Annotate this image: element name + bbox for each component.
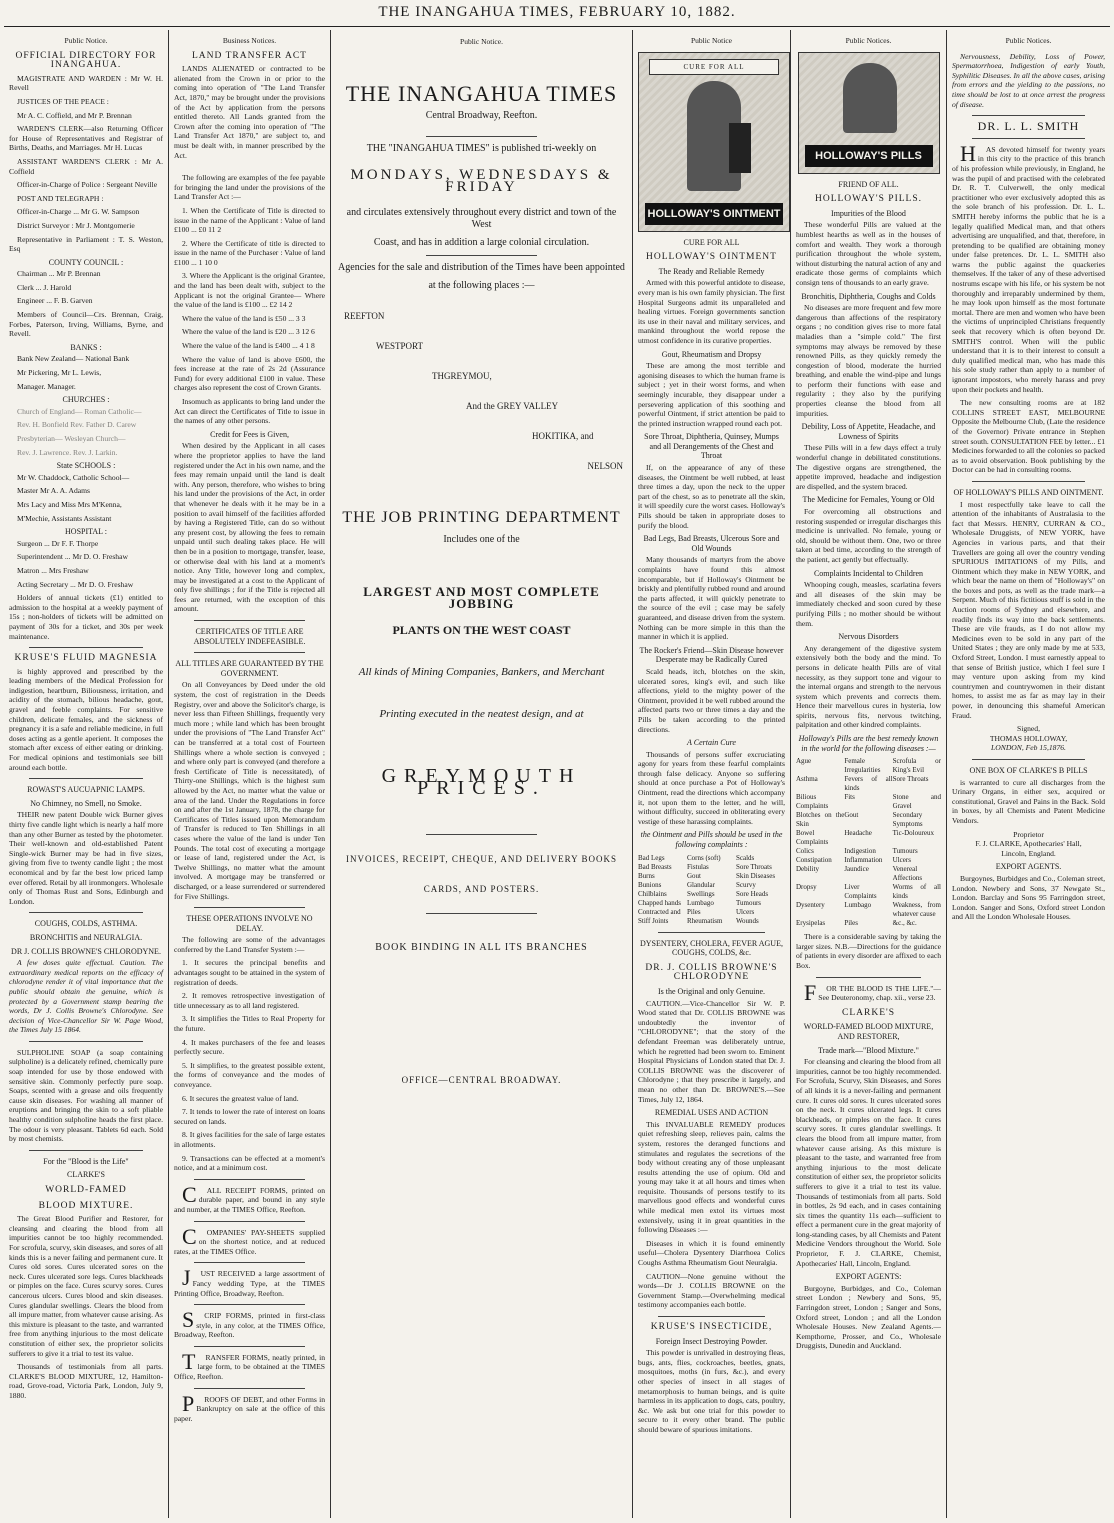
debility-body: These Pills will in a few days effect a truly wonderful change in debilitated constitutions. The digestive organs are strengthened, the appetite improved, headache and indigestion are dispelled, and the system braced. — [796, 443, 941, 491]
churches-line: Rev. H. Bonfield Rev. Father D. Carew — [17, 420, 137, 430]
collis-title: DR J. COLLIS BROWNE'S CHLORODYNE. — [11, 946, 161, 956]
schools-line: Mr W. Chaddock, Catholic School— — [17, 472, 130, 482]
place: WESTPORT — [376, 341, 423, 351]
complaint: Bad Breasts — [638, 862, 672, 871]
advantage-item: 4. It makes purchasers of the fee and leases perfectly secure. — [174, 1037, 325, 1057]
examples-intro: The following are examples of the fee payable for bringing the land under the provisions of the Land Transfer Act :— — [174, 173, 325, 202]
children-body: Whooping cough, measles, scarlatina fevers and all diseases of the skin may be immediately checked and soon cured by these purifying Pills ; no mother should be without them. — [796, 580, 941, 628]
place: HOKITIKA, and — [532, 431, 594, 441]
fee-line: Where the value of the land is £400 ... 4 1 8 — [182, 341, 315, 351]
rowast-body: THEIR new patent Double wick Burner gives thirty five candle light which is nearly a half more than any other Burner as tested by the photometer. Their well-known and old-established Patent Single-wick Burner may be had in five sizes, giving from five to twenty candle light ; the most economical and by far the best low priced lamp ever offered. Retail by all ironmongers. Wholesale only of Thomas Rust and Sons, Edinburgh and London. — [9, 810, 163, 906]
separator — [194, 1179, 305, 1180]
directory-line: Representative in Parliament : T. S. Weston, Esq — [9, 234, 163, 254]
column-header: Public Notice. — [64, 36, 108, 45]
churches-line: Rev. J. Lawrence. Rev. J. Larkin. — [17, 447, 118, 457]
complaint: Inflammation — [844, 856, 883, 865]
certain-cure-body: Thousands of persons suffer excruciating agony for years from these fearful complaints through false delicacy. Anyone so suffering should at once purchase a Pot of Holloway's Ointment, read the directions which accompany it, not upon them to the letter, and he will, without difficulty, succeed in obliterating every vestige of these harassing complaints. — [638, 749, 785, 826]
advantage-item: 1. It secures the principal benefits and advantages sought to be attained in the system of registration of deeds. — [174, 958, 325, 987]
separator — [194, 1346, 305, 1347]
export-agents-body: Burgoynes, Burbidges and Co., Coleman street, London. Newbery and Sons, 37 Newgate St., London. Barclay and Sons 95 Farringdon street, London. Sanger and Sons, Oxford street London and All the London Wholesale Houses. — [952, 873, 1105, 922]
complaint: Bad Legs — [638, 853, 665, 862]
schools-title: State SCHOOLS : — [56, 461, 116, 471]
complaint: Rheumatism — [687, 916, 723, 925]
small-ad: COMPANIES' PAY-SHEETS supplied on the shortest notice, and at reduced rates, at the TIMES Office. — [174, 1223, 325, 1256]
ointment-title: HOLLOWAY'S OINTMENT — [646, 252, 777, 263]
directory-line: Mr A. C. Coffield, and Mr P. Brennan — [17, 110, 132, 120]
sore-throat-body: If, on the appearance of any of these diseases, the Ointment be well rubbed, at least three times a day, upon the neck to the upper part of the chest, so as to penetrate all the skin, it will speedily cure the worst cases. Holloway's Pills should be taken in appropriate doses to purify the blood. — [638, 463, 785, 530]
complaint: Scurvy — [736, 880, 756, 889]
collis-body: A few doses quite effectual. Caution. The extraordinary medical reports on the efficacy of chlorodyne render it of vital importance that the public should obtain the genuine, which is protected by a Government stamp bearing the words, Dr J. Collis Browne's Chlorodyne. See decision of Vice-Chancellor Sir W. Page Wood, the Times July 15 1864. — [9, 958, 163, 1035]
county-line: Engineer ... F. B. Garven — [17, 296, 93, 306]
pills-title: HOLLOWAY'S PILLS. — [814, 194, 923, 205]
world-famed-title: WORLD-FAMED BLOOD MIXTURE, AND RESTORER, — [803, 1022, 934, 1041]
places-intro: at the following places :— — [428, 280, 535, 291]
churches-line: Church of England— Roman Catholic— — [17, 406, 142, 416]
proprietor-name: F. J. CLARKE, Apothecaries' Hall, — [975, 839, 1082, 849]
insecticide-title: KRUSE'S INSECTICIDE, — [650, 1322, 773, 1332]
complaint: Swellings — [687, 889, 715, 898]
greymouth-prices: GREYMOUTH PRICES. — [381, 765, 582, 799]
fee-line: Where the value of the land is £20 ... 3 12 6 — [182, 327, 315, 337]
ointment-sub: The Ready and Reliable Remedy — [658, 266, 765, 276]
directory-line: Officer-in-Charge ... Mr G. W. Sampson — [17, 207, 140, 217]
insecticide-body: This powder is unrivalled in destroying fleas, bugs, ants, flies, cockroaches, beetles, gnats, mosquitoes, moths (in furs, &c.), and every other species of insect in all stages of metamorphosis to human beings, and is quite harmless in its application to dogs, cats, poultry, &c. We ask but one trial for this powder to secure to it every other brand. The public should beware of spurious imitations. — [638, 1348, 785, 1434]
remedial-title: REMEDIAL USES AND ACTION — [654, 1108, 769, 1118]
place: THGREYMOU, — [432, 371, 492, 381]
complaint: &c., &c. — [892, 919, 917, 928]
complaint: Indigestion — [844, 847, 876, 856]
holloway-caution-title: OF HOLLOWAY'S PILLS AND OINTMENT. — [953, 487, 1104, 497]
invaluable-body: This INVALUABLE REMEDY produces quiet refreshing sleep, relieves pain, calms the system, restores the deranged functions and stimulates and regulates the secretions of the body without creating any of those unpleasant results attending the use of opium. Old and young may take it at all hours and times when requisite. Thousands of persons testify to its marvellous good effects and wonderful cures while medical men extol its virtues most extensively, using it in great quantities in the following Diseases :— — [638, 1119, 785, 1235]
dysentery-title: DYSENTERY, CHOLERA, FEVER AGUE, COUGHS, COLDS, &c. — [640, 938, 783, 958]
complaint: Lumbago — [687, 898, 714, 907]
complaint: Colics — [796, 847, 814, 856]
all-titles-title: ALL TITLES ARE GUARANTEED BY THE GOVERNMENT. — [175, 659, 324, 678]
column-3-advertisement — [331, 36, 632, 1516]
considerable-note: There is a considerable saving by taking the larger sizes. N.B.—Directions for the guidance of patients in every disorder are affixed to each Box. — [796, 932, 941, 971]
complaint: Sore Heads — [736, 889, 769, 898]
complaint: Chapped hands — [638, 898, 681, 907]
smith-address: The new consulting rooms are at 182 COLLINS STREET EAST, MELBOURNE Opposite the Melbourne Club, (Late the residence of the Governor) Private entrance in Stephen street south. CONSULTATION FEE by letter... £1 Medicines forwarded to all the colonies so packed as to avoid observation. Book publishing by the Doctor can be had in consulting rooms. — [952, 398, 1105, 475]
one-box-body: is warranted to cure all discharges from the Urinary Organs, in either sex, acquired or constitutional, Gravel and Pains in the Back. Sold in boxes, by all Chemists and Patent Medicine Vendors. — [952, 777, 1105, 825]
kruse-body: is highly approved and prescribed by the leading members of the Medical Profession for indigestion, heartburn, Biliousness, irritation, and acidity of the stomach, bilious headache, gout, gravel and feeble complaints. For sensitive children, delicate females, and the sickness of pregnancy it is a safe and reliable medicine, in full doses acting as a gentle aperient. It composes the stomach after excess of either eating or drinking. For medical opinions and testimonials see bill around each bottle. — [9, 666, 163, 772]
complaint: Constipation — [796, 856, 832, 865]
advantage-item: 2. It removes retrospective investigation of title unnecessary as to all land registered. — [174, 991, 325, 1010]
ointment-jar-icon — [729, 123, 751, 173]
complaint: Worms of all kinds — [892, 883, 941, 901]
separator — [29, 1150, 143, 1151]
largest-line: LARGEST AND MOST COMPLETE JOBBING — [363, 584, 600, 611]
small-ad: CALL RECEIPT FORMS, printed on durable paper, and bound in any style and number, at the TIMES Office, Reefton. — [174, 1181, 325, 1214]
complaint: Gout — [687, 871, 701, 880]
advantage-item: 6. It secures the greatest value of land. — [182, 1093, 299, 1103]
complaint: Asthma — [796, 775, 818, 784]
hospital-line: Acting Secretary ... Mr D. O. Freshaw — [17, 579, 134, 589]
column-header: Public Notice. — [460, 37, 503, 46]
complaint: Stiff Joints — [638, 916, 669, 925]
sore-throat-title: Sore Throat, Diphtheria, Quinsey, Mumps and all Derangements of the Chest and Throat — [644, 432, 779, 461]
complaint: Ulcers — [892, 856, 911, 865]
complaint: Tumours — [892, 847, 918, 856]
office-line: OFFICE—CENTRAL BROADWAY. — [401, 1075, 562, 1085]
schools-line: Mrs Lacy and Miss Mrs M'Kenna, — [17, 499, 122, 509]
bronchitis-title: Bronchitis, Diphtheria, Coughs and Colds — [801, 291, 936, 301]
published-line: THE "INANGAHUA TIMES" is published tri-weekly on — [366, 143, 597, 154]
separator — [194, 907, 305, 908]
separator — [29, 912, 143, 913]
holloway-ointment-illustration — [638, 52, 790, 232]
complaint: Scalds — [736, 853, 755, 862]
scalds-body: Scald heads, itch, blotches on the skin, ulcerated sores, king's evil, and such like affections, yield to the mighty power of the Ointment, provided it be well rubbed around the affected parts two or three times a day and the Pills be taken according to the printed directions. — [638, 666, 785, 734]
complaint: Skin Diseases — [736, 871, 776, 880]
signed-line: Signed, — [1017, 724, 1040, 734]
children-title: Complaints Incidental to Children — [813, 568, 924, 578]
column-header: Public Notices. — [845, 36, 892, 45]
complaint: Female Irregularities — [844, 757, 881, 775]
hospital-line: Surgeon ... Dr F. F. Thorpe — [17, 538, 99, 548]
column-4 — [633, 36, 790, 1516]
figure-icon — [843, 63, 897, 133]
clarkes-title: CLARKE'S — [842, 1007, 895, 1018]
binding-line: BOOK BINDING IN ALL ITS BRANCHES — [375, 942, 588, 953]
separator — [658, 932, 765, 933]
column-header: Public Notices. — [1005, 36, 1052, 45]
proprietor-location: Lincoln, England. — [1001, 848, 1056, 858]
fee-line: Where the value of the land is £50 ... 3 3 — [182, 313, 306, 323]
complaint: Fevers of all kinds — [844, 775, 893, 793]
complaint: Weakness, from whatever cause — [892, 901, 941, 919]
schools-line: M'Mechie, Assistants Assistant — [17, 513, 112, 523]
complaint: Dropsy — [796, 883, 817, 892]
separator — [29, 778, 143, 779]
certificates-title: CERTIFICATES OF TITLE ARE ABSOLUTELY INDEFEASIBLE. — [193, 627, 306, 646]
separator — [426, 834, 537, 835]
separator — [972, 115, 1085, 116]
kruse-title: KRUSE'S FLUID MAGNESIA — [14, 653, 158, 664]
small-ad: PROOFS OF DEBT, and other Forms in Bankruptcy on sale at the office of this paper. — [174, 1390, 325, 1423]
debility-title: Debility, Loss of Appetite, Headache, and Lowness of Spirits — [801, 422, 936, 441]
credit-body: When desired by the Applicant in all cases where the proprietor applies to have the land registered under the Act in his own name, and the fees may remain unpaid until the land is dealt with. Any person, therefore, who wishes to bring his land under the provisions of the Act, in order that whenever he deals with it he may be in a position to avail himself of the facilities afforded by having a Registered Title, can do so without any present cost, by allowing the fees to remain unpaid until such dealing takes place. He will then be in a position to mortgage, transfer, lease, or otherwise deal with his land at a moment's notice. Any Title, however long and complex, may be investigated at a cost to the Applicant of only five shillings ; for if the Title is rejected all fees are returned, with the exception of this amount. — [174, 441, 325, 614]
complaint: Tic-Doloureux — [892, 829, 935, 838]
printing-line: Printing executed in the neatest design, and at — [379, 708, 584, 720]
separator — [972, 481, 1085, 482]
complaint: Corns (soft) — [687, 853, 721, 862]
column-header: Business Notices. — [222, 36, 277, 45]
illustration-caption: CURE FOR ALL — [683, 237, 740, 247]
complaint: Bilious Complaints — [796, 793, 829, 811]
county-title: COUNTY COUNCIL : — [48, 257, 124, 267]
illustration-caption: FRIEND OF ALL. — [838, 179, 899, 189]
proprietor-label: Proprietor — [1013, 829, 1044, 839]
circulation-line: Coast, and has in addition a large colonial circulation. — [373, 237, 590, 248]
fee-line: 3. Where the Applicant is the original Grantee, and the land has been dealt with, subject to the Applicant is not the original Grantee— Where the value of the land is £100 ... £2 14 2 — [174, 271, 325, 310]
pills-complaints-table — [796, 757, 941, 928]
churches-line: Presbyterian— Wesleyan Church— — [17, 434, 126, 443]
separator — [658, 1316, 765, 1317]
females-title: The Medicine for Females, Young or Old — [802, 495, 935, 505]
collis-title: DR. J. COLLIS BROWNE'S CHLORODYNE — [645, 962, 778, 983]
includes-line: Includes one of the — [443, 534, 520, 545]
place: NELSON — [587, 461, 623, 471]
complaint: Erysipelas — [796, 919, 826, 928]
females-body: For overcoming all obstructions and restoring suspended or irregular discharges this medicine is unrivalled. No female, young or old, should be without them. One, two or three taken at bed time, according to the strength of the patient, act gently but effectually. — [796, 507, 941, 564]
directory-line: District Surveyor : Mr J. Montgomerie — [17, 220, 135, 230]
insecticide-sub: Foreign Insect Destroying Powder. — [655, 1336, 768, 1346]
directory-line: ASSISTANT WARDEN'S CLERK : Mr A. Coffield — [9, 156, 163, 176]
ointment-body: Armed with this powerful antidote to disease, every man is his own family physician. The first Hospital Surgeons admit its unparalleled and healing virtues. Foreign governments sanction its use in their naval and military services, and mankind throughout the world repose the utmost confidence in its curative properties. — [638, 278, 785, 345]
paper-address: Central Broadway, Reefton. — [425, 110, 538, 121]
one-box-title: ONE BOX OF CLARKE'S B PILLS — [969, 765, 1088, 775]
insurance-note: Insomuch as applicants to bring land under the Act can direct the Certificates of Title to issue in the names of any other persons. — [174, 397, 325, 426]
circulation-line: and circulates extensively throughout every district and town of the West — [346, 207, 617, 230]
directory-lines — [9, 74, 163, 254]
column-5 — [791, 36, 946, 1516]
bad-legs-body: Many thousands of martyrs from the above complaints have found this almost incomparable, but if Holloway's Ointment be briskly and plentifully rubbed round and around the parts affected, it will quickly penetrate to the source of the evil ; case may be safely guaranteed, and disease driven from the system. Nothing can be more simple in this than the manner in which it is applied. — [638, 555, 785, 642]
rowast-title: ROWAST'S AUCUAPNIC LAMPS. — [27, 785, 145, 795]
separator — [972, 138, 1085, 139]
complaint: Chilblains — [638, 889, 667, 898]
complaint: Sore Throats — [736, 862, 772, 871]
column-6 — [947, 36, 1110, 1516]
advantage-item: 8. It gives facilities for the sale of large estates in allotments. — [174, 1130, 325, 1149]
county-line: Members of Council—Crs. Brennan, Craig, Forbes, Paterson, Irving, Williams, Byrne, and Revell. — [9, 310, 163, 339]
smith-title: DR. L. L. SMITH — [977, 119, 1080, 134]
complaint: Scrofula or King's Evil — [892, 757, 941, 775]
complaint: Piles — [687, 907, 701, 916]
hospital-line: Matron ... Mrs Freshaw — [17, 565, 89, 575]
gout-title: Gout, Rheumatism and Dropsy — [661, 349, 762, 359]
credit-title: Credit for Fees is Given, — [210, 429, 289, 439]
advantage-item: 5. It simplifies, to the greatest possible extent, the forms of conveyance and the modes of conveyance. — [174, 1060, 325, 1089]
advantage-item: 9. Transactions can be effected at a moment's notice, and at a minimum cost. — [174, 1153, 325, 1173]
complaint: Piles — [844, 919, 858, 928]
complaint: Ague — [796, 757, 812, 766]
directory-line: WARDEN'S CLERK—also Returning Officer for House of Representatives and Registrar of Births, Deaths, and Marriages. Mr H. Lucas — [9, 124, 163, 153]
separator — [194, 1388, 305, 1389]
separator — [194, 620, 305, 621]
blood-intro: For the "Blood is the Life" — [43, 1156, 129, 1166]
invoices-line: INVOICES, RECEIPT, CHEQUE, AND DELIVERY BOOKS — [346, 854, 617, 864]
ointment-complaints-table — [638, 854, 785, 926]
impurities-title: Impurities of the Blood — [831, 208, 906, 218]
caution2-body: CAUTION—None genuine without the words—Dr J. COLLIS BROWNE on the Government Stamp.—Overwhelming medical testimony accompanies each bottle. — [638, 1271, 785, 1310]
complaint: Burns — [638, 871, 655, 880]
hospital-line: Holders of annual tickets (£1) entitled to admission to the hospital at a weekly payment of 15s ; non-holders of tickets will be admitted on payment of 30s for a ticket, and 30s per week maintenance. — [9, 593, 163, 641]
complaint: Contracted and — [638, 907, 681, 916]
holloway-pills-illustration — [798, 52, 940, 174]
churches-title: CHURCHES : — [62, 395, 110, 405]
complaint: Jaundice — [844, 865, 869, 874]
complaint: Fits — [844, 793, 855, 802]
small-ad: TRANSFER FORMS, neatly printed, in large form, to be obtained at the TIMES Office, Reefton. — [174, 1348, 325, 1382]
separator — [972, 759, 1085, 760]
complaint: Tumours — [736, 898, 762, 907]
masthead-rule — [4, 26, 1110, 27]
complaint: Lumbago — [844, 901, 872, 910]
hospital-title: HOSPITAL : — [65, 527, 107, 537]
collis-sub: Is the Original and only Genuine. — [657, 987, 766, 996]
directory-line: MAGISTRATE AND WARDEN : Mr W. H. Revell — [9, 73, 163, 93]
blood-body: The Great Blood Purifier and Restorer, for cleansing and clearing the blood from all impurities cannot be too highly recommended. For scrofula, scurvy, skin diseases, and sores of all kinds this is a never failing and permanent cure. It Cures old sores. Cures ulcerated sores on the neck. Cures ulcerated sore legs. Cures blackheads or pimples on the face. Cures scurvy sores. Cures cancerous ulcers. Cures blood and skin diseases. Cures glandular swellings. Clears the blood from all impure matter, from whatever cause arising. As this mixture is pleasant to the taste, and warranted free from anything injurious to the most delicate constitution of either sex, the proprietor solicits sufferers to give it a trial to test its value. — [9, 1214, 163, 1358]
trade-mark: Trade mark—"Blood Mixture." — [818, 1045, 919, 1055]
export-list: Burgoyne, Burbidges, and Co., Coleman street London ; Newbery and Sons, 95, Farringdon street, London ; Sanger and Sons, Oxford street, London ; and all the London Wholesale Houses. New Zealand Agents.— Kempthorne, Prosser, and Co., Wholesale Druggists, Dunedin and Auckland. — [796, 1283, 941, 1351]
separator — [29, 1041, 143, 1042]
complaint: Sore Throats — [892, 775, 929, 784]
complaint: Glandular — [687, 880, 715, 889]
nervous-body: Any derangement of the digestive system extensively both the body and the mind. To persons in delicate health Pills are of vital necessity, as they support tone and vigour to the internal organs and strength to the nervous system which prevents and corrects them. Hence their marvellous cures in hysteria, low spirits, nervous fits, nervous twitching, palpitation and other kindred complaints. — [796, 643, 941, 730]
separator — [816, 977, 921, 978]
diseases-body: Diseases in which it is found eminently useful—Cholera Dysentery Diarrhoea Colics Coughs Asthma Rheumatism Gout Neuralgia. — [638, 1238, 785, 1268]
gout-body: These are among the most terrible and agonising diseases to which the human frame is subject ; yet in their worst forms, and when seemingly incurable, they disappear under a persevering application of this soothing and powerful Ointment, if strict attention be paid to the printed instruction wrapped round each pot. — [638, 361, 785, 428]
directory-line: JUSTICES OF THE PEACE : — [17, 96, 109, 106]
complaint: Bowel Complaints — [796, 829, 829, 847]
land-intro: LANDS ALIENATED or contracted to be alienated from the Crown in or prior to the coming into operation of "The Land Transfer Act, 1870," may be brought under the provisions of the Act by application from the persons entitled thereto. All Lands granted from the Crown after the coming into operation of "The Land Transfer Act 1870," are subject to, and must be dealt with, in manner prescribed by the Act. — [174, 64, 325, 160]
friend-title: The Rocker's Friend—Skin Disease however Desperate may be Radically Cured — [639, 645, 784, 665]
place: REEFTON — [344, 311, 385, 321]
blood-mixture-title: BLOOD MIXTURE. — [38, 1200, 134, 1211]
complaint: Venereal Affections — [892, 865, 923, 883]
clarkes-title: CLARKE'S — [67, 1170, 105, 1180]
separator — [426, 913, 537, 914]
complaint: Blotches on the Skin — [796, 811, 845, 829]
smith-body: HAS devoted himself for twenty years in this city to the practice of this branch of his profession while previously, in England, he was the pupil of and practised with the celebrated Dr. R. T. Culverwell, the only medical practitioner who ever exclusively adopted this as the sole branch of his profession. Dr. L. L. SMITH hereby informs the public that he is a legally qualified Medical man, and that others advertising are unqualified, and that, therefore, in pretending to be qualified are obtaining money under false pretences. Dr. L. L. SMITH also warns the public against the quackeries themselves. If the taker of any of these advertised nostrums escape with his life, or his system be not thoroughly and irreparably undermined by them, he may look upon himself as the most fortunate mortal. There are men and women who have been the victims of unprincipled Christians frequently seek that recovery which is often beyond Dr. SMITH'S control. When will the public understand that it is to their interest to consult a duly qualified medical man, who has made this his sole study rather than apply to a number of ignorant impostors, who merely harass and prey upon their pockets and health. — [952, 140, 1105, 394]
separator — [194, 1304, 305, 1305]
complaint: Bunions — [638, 880, 662, 889]
cure-for-all-banner: CURE FOR ALL — [649, 59, 779, 75]
advantage-item: 7. It tends to lower the rate of interest on loans secured on lands. — [174, 1107, 325, 1126]
operations-title: THESE OPERATIONS INVOLVE NO DELAY. — [186, 914, 313, 933]
banks-line: Bank New Zealand— National Bank — [17, 354, 130, 364]
intro-body: Nervousness, Debility, Loss of Power, Spermatorrhoea, Indigestion of early Youth, Syphilitic Diseases. In all the above cases, arising from errors and the yielding to the passions, no time should be lost to at once arrest the progress of disease. — [952, 51, 1105, 109]
blood-life-line: FOR THE BLOOD IS THE LIFE."—See Deuteronomy, chap. xii., verse 23. — [804, 979, 941, 1005]
used-title: the Ointment and Pills should be used in the following complaints : — [640, 830, 783, 850]
fees-note: Where the value of land is above £600, the fees increase at the rate of 2s 2d (Assurance Fund) for every additional £100 in value. These charges also represent the cost of Crown Grants. — [174, 354, 325, 393]
county-line: Chairman ... Mr P. Brennan — [17, 269, 101, 279]
complaint: Ulcers — [736, 907, 755, 916]
small-ad: SCRIP FORMS, printed in first-class style, in any color, at the TIMES Office, Broadway, Reefton. — [174, 1307, 325, 1340]
export-agents-title: EXPORT AGENTS. — [995, 862, 1062, 872]
rowast-sub: No Chimney, no Smell, no Smoke. — [30, 798, 142, 808]
ointment-label: HOLLOWAY'S OINTMENT — [645, 203, 783, 225]
hospital-line: Superintendent ... Mr D. O. Freshaw — [17, 552, 128, 562]
bronchitis-body: No diseases are more frequent and few more dangerous than affections of the respiratory organs ; no condition gives rise to more fatal maladies than a "simple cold." The first symptoms may always be removed by these renowned Pills, as they quickly remedy the congestion of blood, moderate the hurried breathing, and enable the wind-pipe and lungs to perform their functions with ease and regularity ; they also by the purifying properties cleanse the blood from all impurities. — [796, 303, 941, 418]
complaint: Liver Complaints — [844, 883, 877, 901]
land-transfer-title: LAND TRANSFER ACT — [191, 50, 307, 61]
world-famed-title: WORLD-FAMED — [45, 1185, 127, 1195]
directory-title: OFFICIAL DIRECTORY FOR INANGAHUA. — [15, 50, 157, 71]
complaint: Secondary Symptoms — [892, 811, 923, 829]
coughs-title: COUGHS, COLDS, ASTHMA. — [34, 919, 138, 929]
job-printing-title: THE JOB PRINTING DEPARTMENT — [342, 509, 621, 526]
pills-label: HOLLOWAY'S PILLS — [805, 145, 933, 167]
banks-title: BANKS : — [70, 342, 102, 352]
directory-line: Officer-in-Charge of Police : Sergeant Neville — [17, 180, 158, 190]
all-titles-body: On all Conveyances by Deed under the old system, the cost of registration in the Deeds Registry, over and above the Solicitor's charge, is never less than Fifteen Shillings, frequently very much more ; while land which has been brought under the provisions of "The Land Transfer Act" can be transferred at a total cost of Fourteen Shillings where a whole section is conveyed ; and where only part is conveyed (and therefore a fresh Certificate of Title is necessitated), of Thirty-one Shillings, which is the highest sum allowed by the Act, no matter what the value or area of the land. Under the Regulations in force on and after the 1st January, 1878, the charge for Certificates of Titles issued upon Memorandum of Transfer is reduced to Ten Shillings in all cases where the value of the land is under Ten Pounds. The total cost of executing a mortgage or lease of land, registered under the Act, is Twelve Shillings, no matter what the amount involved. A mortgage may be transferred or discharged, or a lease surrendered or surrendered for Five Shillings. — [174, 680, 325, 901]
certain-cure-title: A Certain Cure — [687, 738, 736, 748]
county-line: Clerk ... J. Harold — [17, 282, 72, 292]
blood-tail: Thousands of testimonials from all parts. CLARKE'S BLOOD MIXTURE, 12, Hamilton-road, Grove-road, Victoria Park, London, July 9, 1880. — [9, 1362, 163, 1400]
complaint: Debility — [796, 865, 819, 874]
schools-line: Master Mr A. A. Adams — [17, 486, 90, 496]
plants-line: PLANTS ON THE WEST COAST — [392, 623, 571, 637]
bronchitis-title: BRONCHITIS and NEURALGIA. — [29, 932, 143, 942]
directory-line: POST AND TELEGRAPH : — [17, 193, 104, 203]
complaint: Wounds — [736, 916, 759, 925]
agencies-line: Agencies for the sale and distribution of the Times have been appointed — [338, 262, 625, 273]
separator — [194, 1262, 305, 1263]
banks-line: Mr Pickering, Mr L. Lewis, — [17, 368, 102, 378]
pills-used-title: Holloway's Pills are the best remedy known in the world for the following diseases :— — [798, 734, 939, 753]
column-header: Public Notice — [690, 36, 733, 45]
sulpholine-body: SULPHOLINE SOAP (a soap containing sulpholine) is a delicately refined, chemically pure soap intended for use by those endowed with sensitive skin. Commonly perfectly pure soap. Soaps, scented with a grease and oils frequently cause skin diseases. For washing all manner of eruptions and bringing the skin to a soft pliable healthy condition sulpholine heads the first place. The odour is very pleasant. Tablets 6d each. Sold by most chemists. — [9, 1047, 163, 1144]
complaint: Gout — [844, 811, 859, 820]
holloway-caution-body: I most respectfully take leave to call the attention of the inhabitants of Australasia to the fact that Messrs. HENRY, CURRAN & CO., Wholesale Druggists, of NEW YORK, have Agencies in various parts, and that their Travellers are going all over the country vending SPURIOUS IMITATIONS of my Pills, and Ointment which they make in NEW YORK, and which bear the name on them of "Holloway's" on the boxes and pots, as well as the trade mark—a Serpent. Much of this fictitious stuff is sold in the Auction rooms of Sydney and elsewhere, and readily finds its way into the back settlements. These are vile frauds, as I do not allow my Medicines even to be sold in any part of the United States ; they are only made by me at 533, Oxford Street, London. I must earnestly appeal to that sense of British justice, which I feel sure I may venture upon asking from my kind countrymen and countrywomen in their distant homes, to assist me as far as may lay in their power, in denouncing this shameful American Fraud. — [952, 499, 1105, 720]
fee-line: 1. When the Certificate of Title is directed to issue in the name of the Applicant : Value of land £100 ... £0 11 2 — [174, 205, 325, 235]
place: And the GREY VALLEY — [466, 401, 559, 411]
paper-title: THE INANGAHUA TIMES — [345, 81, 618, 106]
cards-line: CARDS, AND POSTERS. — [423, 884, 540, 894]
complaint: Dysentery — [796, 901, 825, 910]
complaint: Stone and Gravel — [892, 793, 941, 811]
separator — [29, 647, 143, 648]
separator — [426, 136, 537, 137]
mining-line: All kinds of Mining Companies, Bankers, and Merchant — [358, 666, 605, 678]
separator — [426, 255, 537, 256]
column-1 — [4, 36, 168, 1516]
masthead: THE INANGAHUA TIMES, FEBRUARY 10, 1882. — [378, 4, 736, 20]
separator — [194, 652, 305, 653]
separator — [194, 1221, 305, 1222]
complaint: Fistulas — [687, 862, 709, 871]
small-ad: JUST RECEIVED a large assortment of Fancy wedding Type, at the TIMES Printing Office, Broadway, Reefton. — [174, 1265, 325, 1298]
london-date: LONDON, Feb 15,1876. — [991, 743, 1066, 753]
column-2 — [169, 36, 330, 1516]
complaint: Headache — [844, 829, 872, 838]
caution-body: CAUTION.—Vice-Chancellor Sir W. P. Wood stated that Dr. COLLIS BROWNE was undoubtedly the inventor of "CHLORODYNE"; that the story of the defendant Freeman was deliberately untrue, which he regretted had been sworn to. Eminent Hospital Physicians of London stated that Dr. J. COLLIS BROWNE was the discoverer of Chlorodyne ; that they prescribe it largely, and mean no other than Dr. BROWNE'S.—See Times, July 12, 1864. — [638, 998, 785, 1104]
holloway-signature: THOMAS HOLLOWAY, — [989, 733, 1068, 743]
advantages-intro: The following are some of the advantages conferred by the Land Transfer System :— — [174, 935, 325, 954]
blood-mixture-body: For cleansing and clearing the blood from all impurities, cannot be too highly recommended. For Scrofula, Scurvy, Skin Diseases, and Sores of all kinds it is a never-failing and permanent cure. It cures old sores. It cures ulcerated sores on the neck. It cures ulcerated legs. It cures blackheads, or pimples on the face. It cures scurvy sores. It cures glandular swellings. It clears the blood from all impure matter, from whatever cause arising. As this mixture is pleasant to the taste, and warranted free from anything injurious to the most delicate constitution of either sex, the proprietor solicits sufferers to give it a trial to test its value. Thousands of testimonials from all parts. Sold in bottles, 2s 9d each, and in cases containing six times the quantity 11s each—sufficient to effect a permanent cure in the great majority of long-standing cases, by all Chemists and Patent Medicine Vendors throughout the World. Sole Proprietor, F. J. CLARKE, Chemist, Apothecaries' Hall, Lincoln, England. — [796, 1057, 941, 1268]
banks-line: Manager. Manager. — [17, 381, 76, 391]
export-title: EXPORT AGENTS: — [835, 1272, 902, 1282]
impurities-body: These wonderful Pills are valued at the humblest hearths as well as in the houses of comfort and wealth. They work a thorough purification throughout the whole system, without disturbing the natural action of any and eradicate those germs of complaints which consign tens of thousands to an early grave. — [796, 220, 941, 287]
advantage-item: 3. It simplifies the Titles to Real Property for the future. — [174, 1014, 325, 1034]
nervous-title: Nervous Disorders — [838, 632, 899, 642]
fee-line: 2. Where the Certificate of title is directed to issue in the name of the Purchaser : Value of land £100 ... 1 10 0 — [174, 238, 325, 267]
publication-days: MONDAYS, WEDNESDAYS & FRIDAY — [350, 167, 613, 195]
bad-legs-title: Bad Legs, Bad Breasts, Ulcerous Sore and Old Wounds — [643, 534, 780, 553]
